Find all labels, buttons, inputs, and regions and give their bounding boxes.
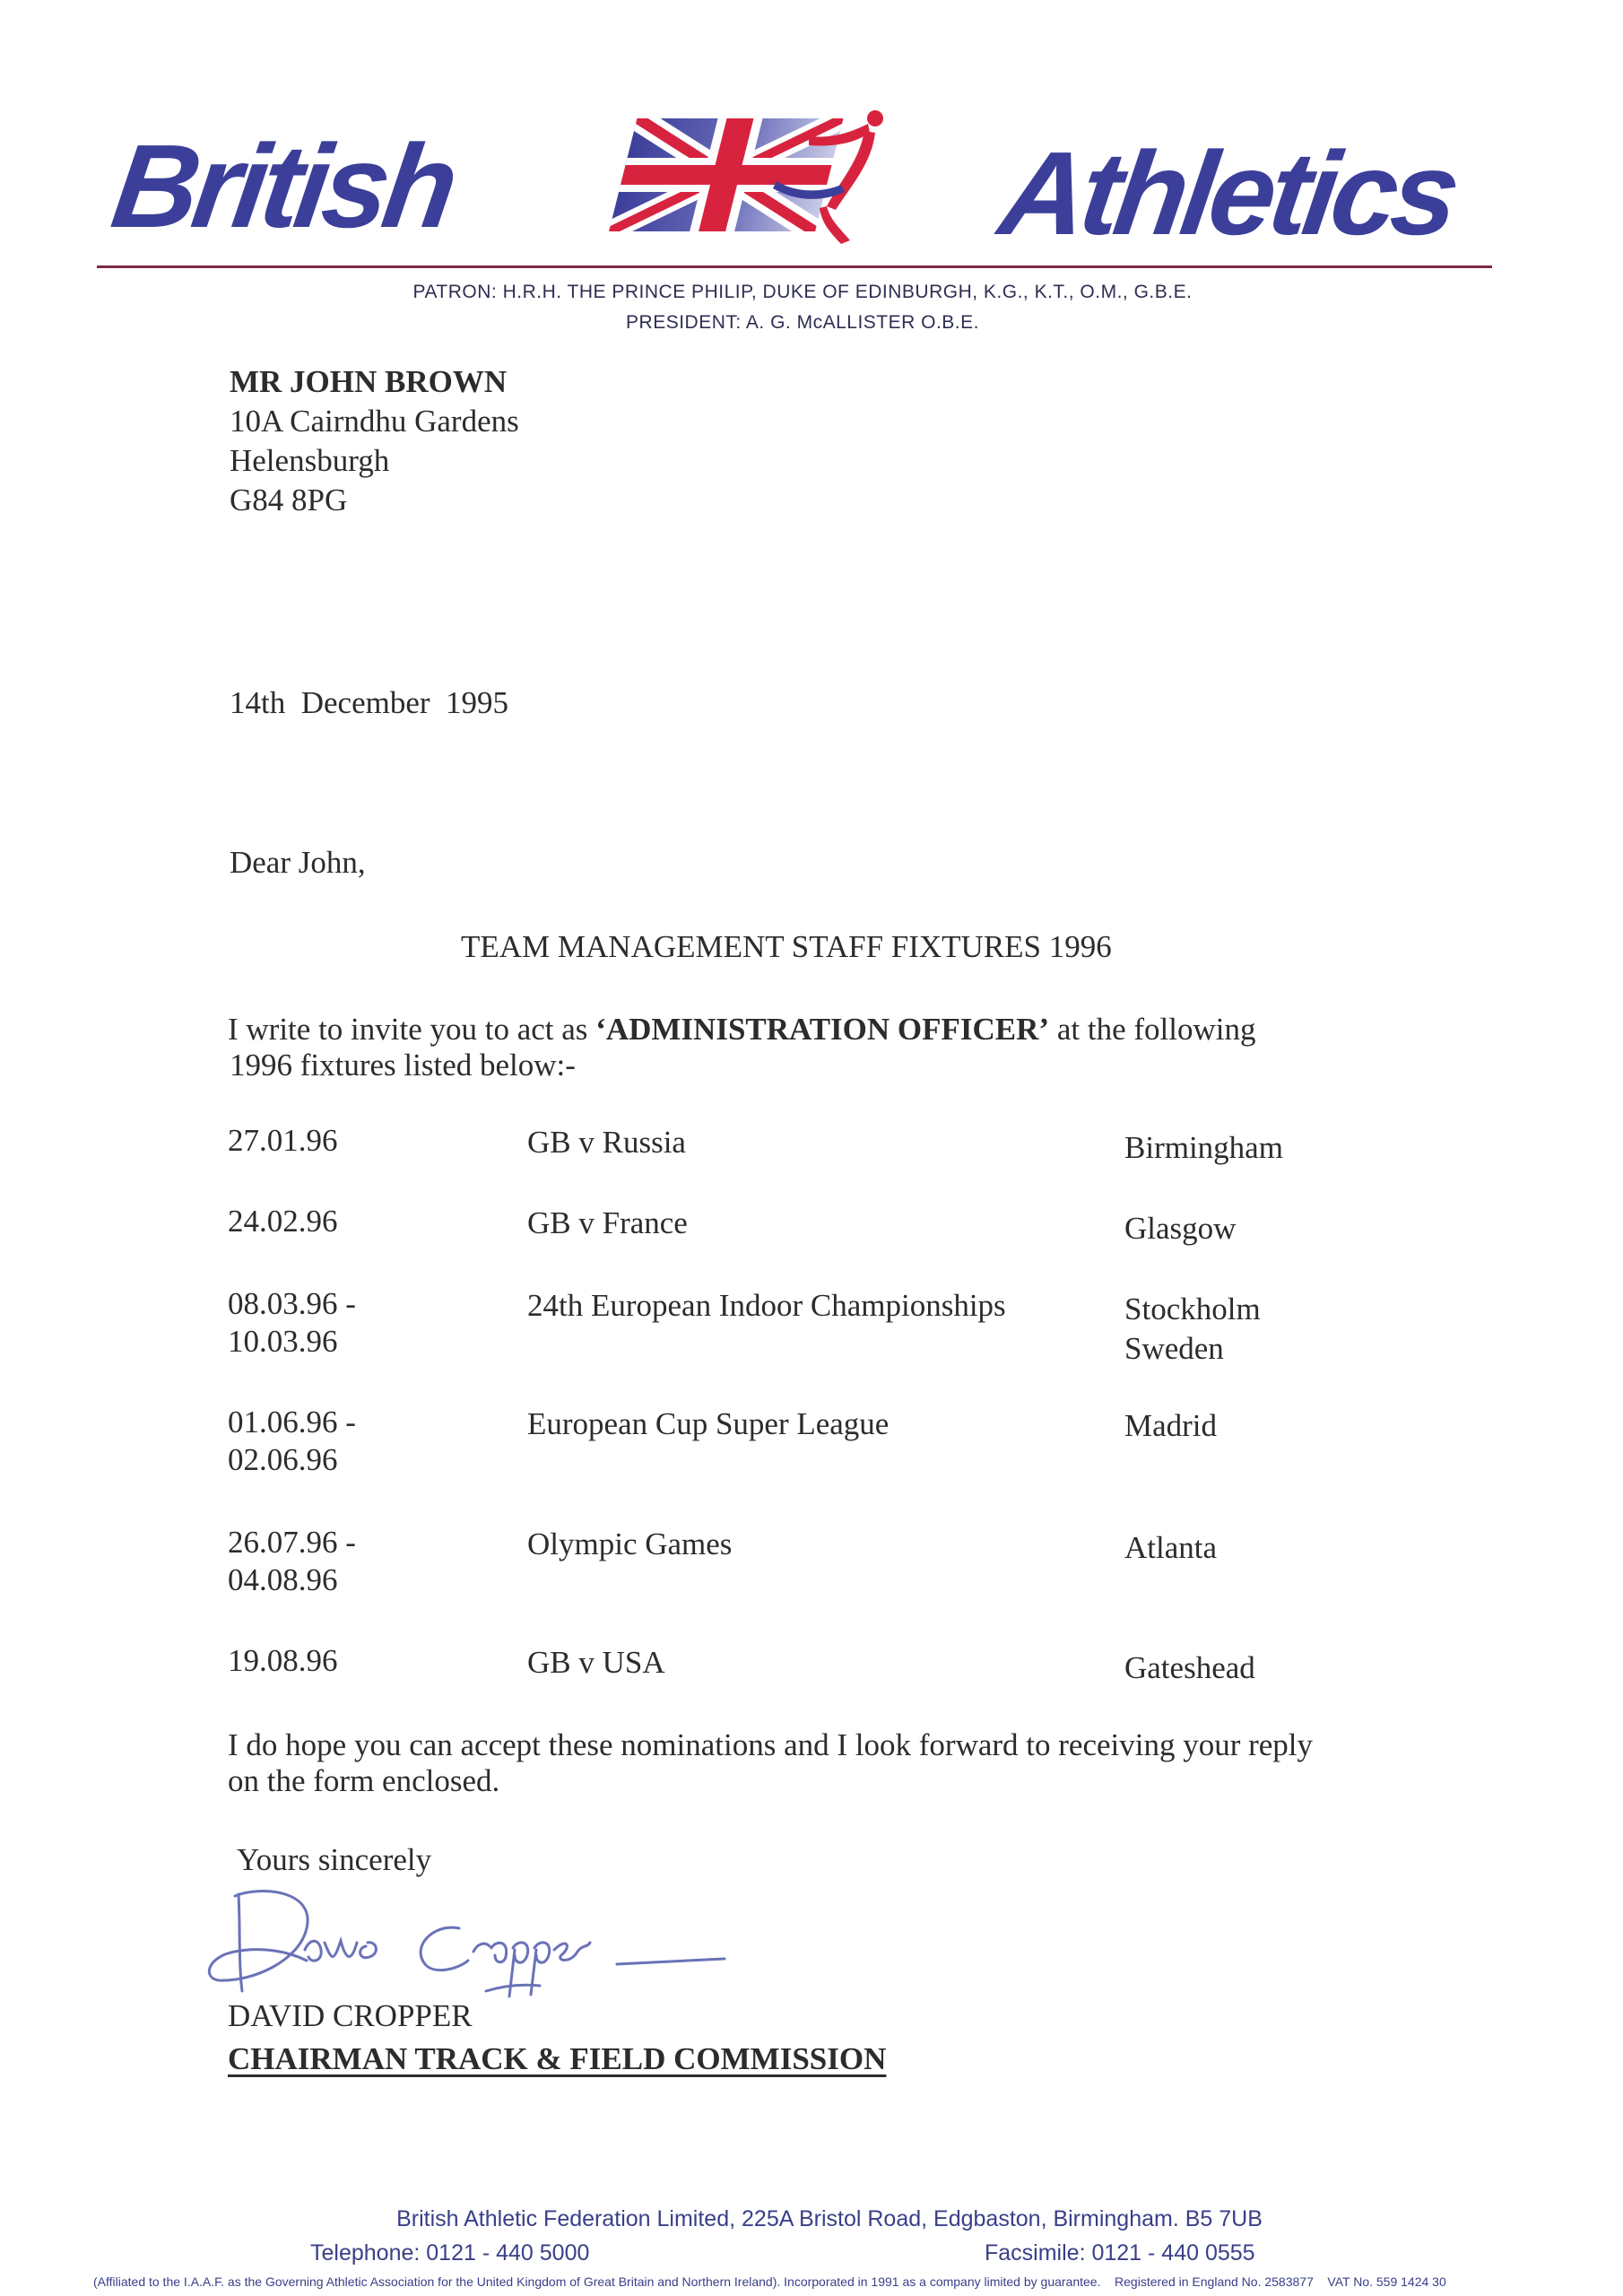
union-jack-athlete-logo	[606, 99, 911, 251]
fixture-event: European Cup Super League	[527, 1406, 890, 1441]
fixture-date: 27.01.96	[228, 1123, 338, 1158]
footer-telephone: Telephone: 0121 - 440 5000	[310, 2240, 590, 2266]
handwritten-signature	[199, 1874, 782, 2009]
brand-athletics: Athletics	[993, 127, 1463, 259]
signatory-title: CHAIRMAN TRACK & FIELD COMMISSION	[228, 2041, 887, 2076]
letter-heading: TEAM MANAGEMENT STAFF FIXTURES 1996	[461, 929, 1112, 964]
intro-after: at the following	[1049, 1012, 1256, 1047]
fixture-venue: Gateshead	[1124, 1650, 1255, 1685]
intro-before: I write to invite you to act as	[228, 1012, 596, 1047]
signatory-name: DAVID CROPPER	[228, 1998, 473, 2033]
fixture-venue: Birmingham	[1124, 1130, 1283, 1165]
letter-date: 14th December 1995	[230, 685, 509, 720]
footer-facsimile: Facsimile: 0121 - 440 0555	[985, 2240, 1255, 2266]
closing-line: I do hope you can accept these nominations and I look forward to receiving your reply	[228, 1727, 1314, 1762]
letterhead-rule	[97, 265, 1492, 268]
role-title: ‘ADMINISTRATION OFFICER’	[595, 1012, 1050, 1047]
closing-line-2: on the form enclosed.	[228, 1763, 500, 1798]
patron-line: PATRON: H.R.H. THE PRINCE PHILIP, DUKE OF EDINBURGH, K.G., K.T., O.M., G.B.E.	[412, 282, 1193, 302]
footer-fine-print: (Affiliated to the I.A.A.F. as the Governing Athletic Association for the United Kingdom of Great Britain and Northern Ireland). Incorporated in 1991 as a company limited by guarantee. Registered in England No. 2583877 VAT No. 559 1424 30	[93, 2274, 1446, 2289]
fixture-date: 08.03.96 -	[228, 1286, 356, 1321]
fixture-event: GB v USA	[527, 1645, 665, 1680]
fixture-venue: Stockholm	[1124, 1292, 1261, 1326]
fixture-event: GB v France	[527, 1205, 688, 1240]
address-line: G84 8PG	[230, 483, 348, 517]
fixture-date-end: 02.06.96	[228, 1442, 338, 1477]
fixture-date: 24.02.96	[228, 1204, 338, 1239]
fixture-venue: Atlanta	[1124, 1530, 1218, 1565]
fixture-date: 19.08.96	[228, 1643, 338, 1678]
fixture-date: 26.07.96 -	[228, 1525, 356, 1560]
fixture-date-end: 10.03.96	[228, 1324, 338, 1359]
fixture-date-end: 04.08.96	[228, 1562, 338, 1597]
address-line: Helensburgh	[230, 443, 390, 478]
fixture-venue: Madrid	[1124, 1408, 1218, 1443]
salutation: Dear John,	[230, 845, 366, 880]
signoff: Yours sincerely	[237, 1842, 432, 1877]
fixture-date: 01.06.96 -	[228, 1405, 356, 1439]
president-line: PRESIDENT: A. G. McALLISTER O.B.E.	[626, 312, 979, 333]
intro-line	[228, 1010, 1255, 1049]
address-line: 10A Cairndhu Gardens	[230, 404, 519, 439]
fixture-venue: Glasgow	[1124, 1211, 1237, 1246]
footer-address: British Athletic Federation Limited, 225A Bristol Road, Edgbaston, Birmingham. B5 7UB	[396, 2206, 1263, 2231]
intro-line-2: 1996 fixtures listed below:-	[230, 1048, 576, 1083]
fixture-event: 24th European Indoor Championships	[527, 1288, 1006, 1323]
fixture-venue-country: Sweden	[1124, 1331, 1224, 1366]
fixture-event: GB v Russia	[527, 1125, 686, 1160]
fixture-event: Olympic Games	[527, 1526, 733, 1561]
recipient-name: MR JOHN BROWN	[230, 364, 508, 399]
brand-british: British	[105, 120, 461, 252]
